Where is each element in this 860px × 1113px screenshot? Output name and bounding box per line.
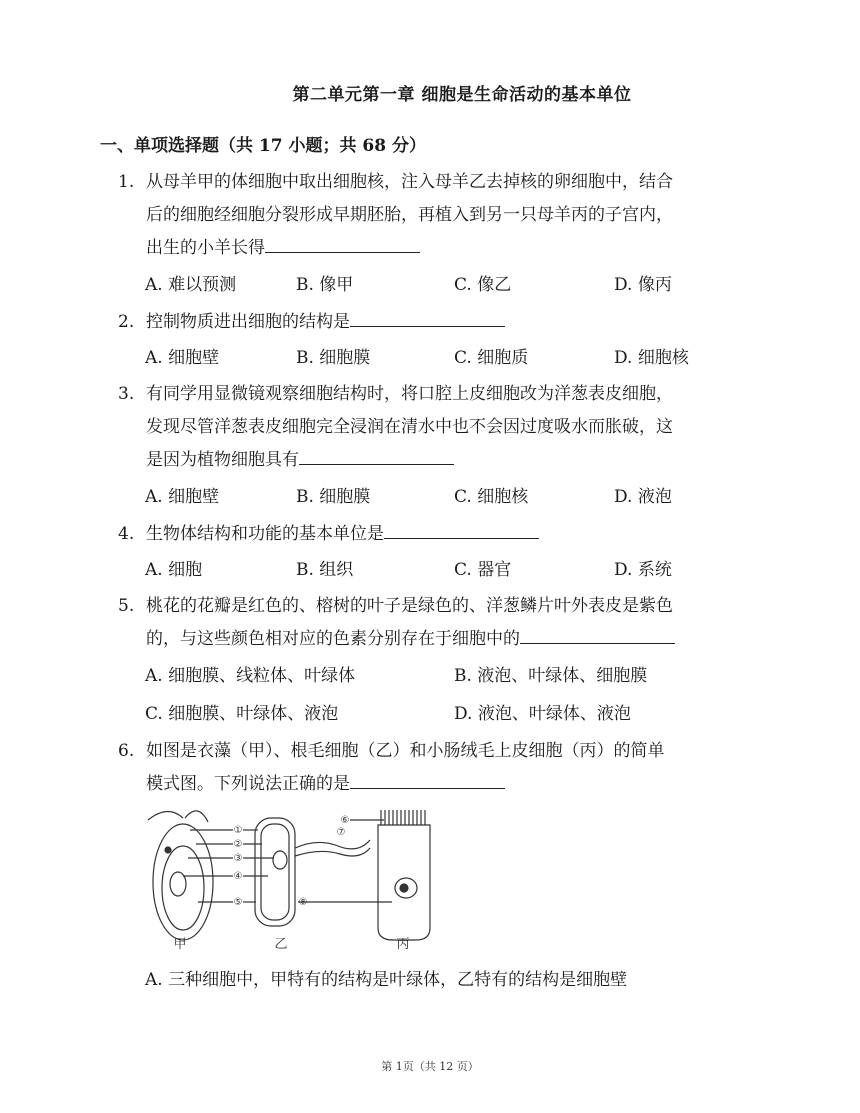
question-3 [118, 378, 768, 477]
epithelial-cell [378, 825, 430, 940]
option-d[interactable]: D. 系统 [614, 560, 672, 580]
option-d[interactable]: D. 细胞核 [614, 348, 689, 368]
marker-5: ⑤ [233, 897, 243, 908]
question-number: 4. [118, 524, 135, 544]
question-number: 6. [118, 741, 135, 761]
question-text: 模式图。下列说法正确的是 [146, 774, 350, 794]
marker-3: ③ [233, 853, 243, 864]
question-text: 如图是衣藻（甲）、根毛细胞（乙）和小肠绒毛上皮细胞（丙）的简单 [146, 741, 665, 761]
nucleolus [400, 884, 408, 892]
eyespot [165, 847, 171, 853]
option-b[interactable]: B. 细胞膜 [296, 487, 371, 507]
page-title: 第二单元第一章 细胞是生命活动的基本单位 [292, 85, 632, 105]
question-number: 1. [118, 172, 135, 192]
option-c[interactable]: C. 细胞核 [454, 487, 529, 507]
question-5 [118, 590, 768, 656]
question-text: 是因为植物细胞具有 [146, 450, 299, 470]
marker-4: ④ [233, 871, 243, 882]
option-d[interactable]: D. 液泡、叶绿体、液泡 [454, 704, 631, 724]
question-text: 的，与这些颜色相对应的色素分别存在于细胞中的 [146, 629, 520, 649]
section-heading: 一、单项选择题（共 17 小题；共 68 分） [100, 136, 426, 156]
question-text: 从母羊甲的体细胞中取出细胞核，注入母羊乙去掉核的卵细胞中，结合 [146, 172, 673, 192]
option-b[interactable]: B. 液泡、叶绿体、细胞膜 [454, 666, 648, 686]
marker-6: ⑥ [340, 815, 350, 826]
question-text: 后的细胞经细胞分裂形成早期胚胎，再植入到另一只母羊丙的子宫内， [146, 205, 673, 225]
marker-1: ① [233, 825, 243, 836]
option-b[interactable]: B. 组织 [296, 560, 354, 580]
root-hair-cell-membrane [261, 824, 289, 920]
page-footer: 第 1页（共 12 页） [381, 1060, 479, 1073]
cell-diagram-figure [138, 800, 438, 950]
flagellum-left [148, 811, 183, 820]
marker-7: ⑦ [336, 827, 346, 838]
option-d[interactable]: D. 液泡 [614, 487, 672, 507]
question-number: 2. [118, 312, 135, 332]
marker-2: ② [233, 839, 243, 850]
question-4 [118, 518, 768, 551]
answer-blank[interactable] [350, 308, 505, 327]
question-text: 桃花的花瓣是红色的、榕树的叶子是绿色的、洋葱鳞片叶外表皮是紫色 [146, 596, 673, 616]
option-c[interactable]: C. 细胞质 [454, 348, 529, 368]
label-jia: 甲 [173, 937, 187, 950]
option-a[interactable]: A. 细胞膜、线粒体、叶绿体 [145, 666, 356, 686]
option-a[interactable]: A. 三种细胞中，甲特有的结构是叶绿体，乙特有的结构是细胞壁 [145, 970, 628, 990]
option-a[interactable]: A. 难以预测 [145, 275, 237, 295]
answer-blank[interactable] [299, 446, 454, 465]
option-a[interactable]: A. 细胞 [145, 560, 203, 580]
flagellum-right [185, 811, 208, 822]
question-text: 有同学用显微镜观察细胞结构时，将口腔上皮细胞改为洋葱表皮细胞， [146, 384, 673, 404]
root-hair-inner [295, 848, 370, 856]
option-b[interactable]: B. 细胞膜 [296, 348, 371, 368]
question-2 [118, 306, 768, 339]
question-number: 5. [118, 596, 135, 616]
question-text: 出生的小羊长得 [146, 238, 265, 258]
option-b[interactable]: B. 像甲 [296, 275, 354, 295]
answer-blank[interactable] [520, 625, 675, 644]
option-c[interactable]: C. 器官 [454, 560, 512, 580]
option-a[interactable]: A. 细胞壁 [145, 348, 220, 368]
question-6 [118, 735, 768, 801]
root-hair [295, 840, 370, 849]
marker-8: ⑧ [298, 897, 308, 908]
question-text: 生物体结构和功能的基本单位是 [146, 524, 384, 544]
answer-blank[interactable] [350, 770, 505, 789]
answer-blank[interactable] [384, 520, 539, 539]
label-bing: 丙 [396, 937, 410, 950]
option-c[interactable]: C. 像乙 [454, 275, 512, 295]
option-d[interactable]: D. 像丙 [614, 275, 672, 295]
question-text: 发现尽管洋葱表皮细胞完全浸润在清水中也不会因过度吸水而胀破，这 [146, 417, 673, 437]
question-number: 3. [118, 384, 135, 404]
label-yi: 乙 [274, 937, 288, 950]
cell-diagram [138, 800, 438, 950]
question-text: 控制物质进出细胞的结构是 [146, 312, 350, 332]
option-c[interactable]: C. 细胞膜、叶绿体、液泡 [145, 704, 339, 724]
question-1 [118, 166, 768, 265]
nucleus-yi [273, 851, 287, 869]
option-a[interactable]: A. 细胞壁 [145, 487, 220, 507]
microvilli [381, 810, 425, 825]
answer-blank[interactable] [265, 234, 420, 253]
